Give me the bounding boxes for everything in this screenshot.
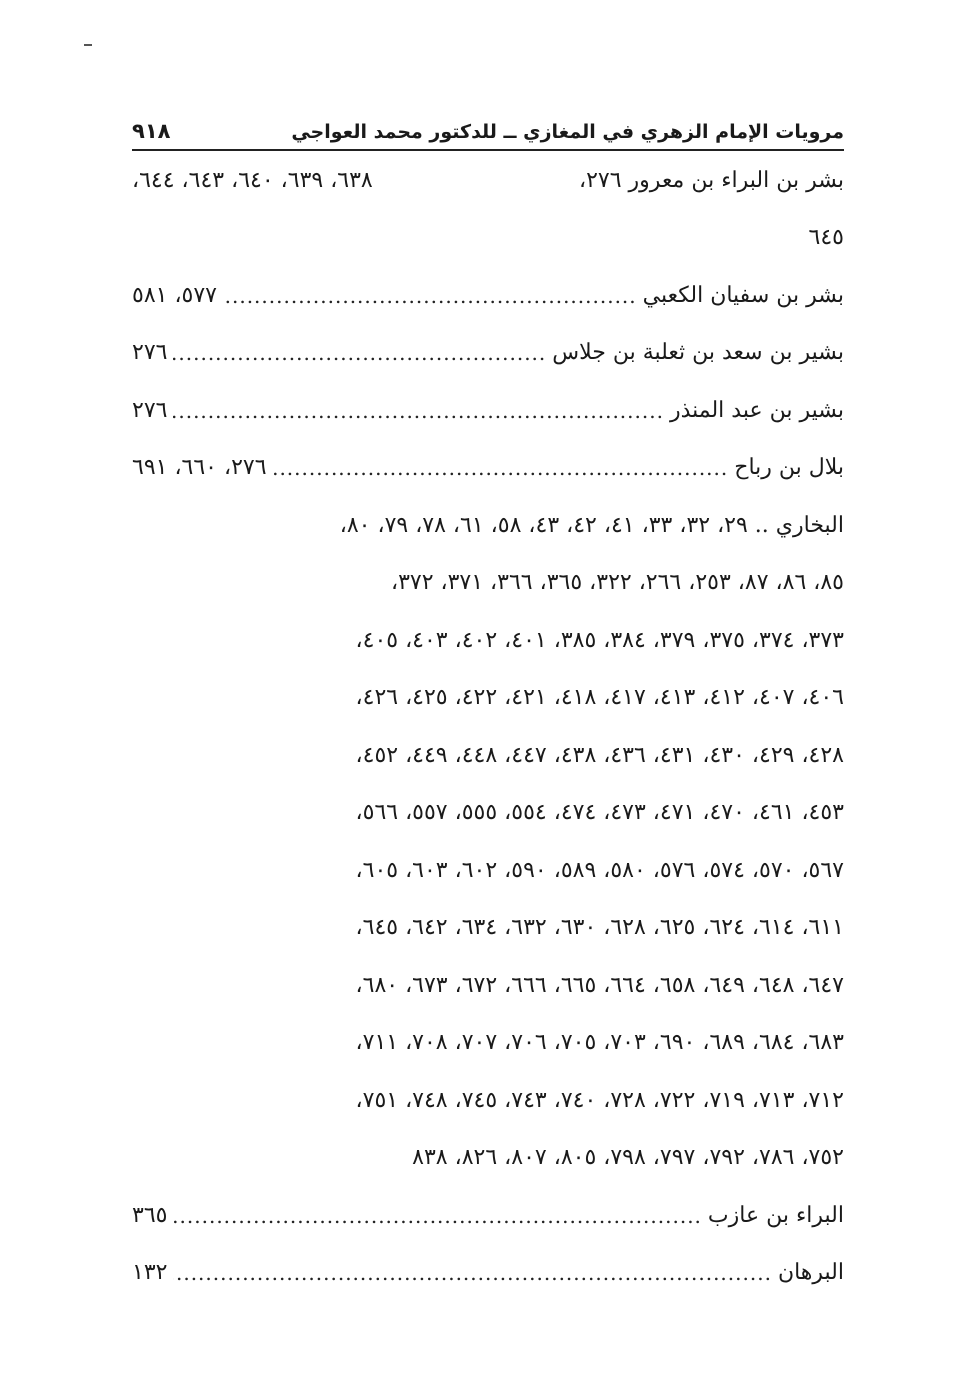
leader-dots	[173, 1206, 701, 1226]
entry-continuation: ٦٤٥	[808, 225, 844, 251]
index-entry	[132, 1187, 844, 1245]
running-header	[132, 112, 844, 148]
index-continuation	[132, 727, 844, 785]
index-entry	[132, 1245, 844, 1303]
index-continuation	[132, 785, 844, 843]
entry-name: بشير بن سعد بن ثعلبة بن جلاس	[552, 340, 844, 366]
header-title: مرويات الإمام الزهري في المغازي ــ للدكتور محمد العواجي	[291, 121, 844, 143]
entry-continuation: ٤٢٨، ٤٢٩، ٤٣٠، ٤٣١، ٤٣٦، ٤٣٨، ٤٤٧، ٤٤٨، ٤٤٩، ٤٥٢،	[355, 742, 844, 768]
index-continuation	[132, 1015, 844, 1073]
entry-refs: ٣٦٥	[132, 1202, 168, 1228]
entry-continuation: ٣٧٣، ٣٧٤، ٣٧٥، ٣٧٩، ٣٨٤، ٣٨٥، ٤٠١، ٤٠٢، ٤٠٣، ٤٠٥،	[355, 627, 844, 653]
index-entry	[132, 152, 844, 210]
index-continuation	[132, 900, 844, 958]
index-continuation	[132, 842, 844, 900]
entry-name: بشير بن عبد المنذر	[669, 397, 844, 423]
index-entry	[132, 382, 844, 440]
entry-continuation: ٦٤٧، ٦٤٨، ٦٤٩، ٦٥٨، ٦٦٤، ٦٦٥، ٦٦٦، ٦٧٢، ٦٧٣، ٦٨٠،	[355, 972, 844, 998]
index-continuation	[132, 210, 844, 268]
entry-name: بشر بن البراء بن معرور ٢٧٦،	[579, 167, 844, 193]
entry-continuation: ٨٥، ٨٦، ٨٧، ٢٥٣، ٢٦٦، ٣٢٢، ٣٦٥، ٣٦٦، ٣٧١، ٣٧٢،	[390, 570, 844, 596]
entry-refs: ١٣٢	[132, 1260, 168, 1286]
entry-continuation: ٤٥٣، ٤٦١، ٤٧٠، ٤٧١، ٤٧٣، ٤٧٤، ٥٥٤، ٥٥٥، ٥٥٧، ٥٦٦،	[355, 800, 844, 826]
entry-refs: ٥٧٧، ٥٨١	[132, 282, 217, 308]
entry-name: البرهان	[777, 1260, 844, 1286]
index-entries	[132, 152, 844, 1302]
index-continuation	[132, 555, 844, 613]
entry-refs: ٢٧٦	[132, 340, 168, 366]
entry-name: بلال بن رباح	[734, 455, 844, 481]
entry-refs: ٢٧٦، ٦٦٠، ٦٩١	[132, 455, 267, 481]
leader-dots	[173, 401, 664, 421]
entry-continuation: ٧١٢، ٧١٣، ٧١٩، ٧٢٢، ٧٢٨، ٧٤٠، ٧٤٣، ٧٤٥، ٧٤٨، ٧٥١،	[355, 1087, 844, 1113]
leader-dots	[273, 458, 729, 478]
page-number: ٩١٨	[132, 119, 171, 143]
entry-continuation: ٦١١، ٦١٤، ٦٢٤، ٦٢٥، ٦٢٨، ٦٣٠، ٦٣٢، ٦٣٤، ٦٤٢، ٦٤٥،	[355, 915, 844, 941]
index-continuation	[132, 1072, 844, 1130]
header-rule	[132, 149, 844, 151]
leader-dots	[223, 286, 637, 306]
entry-refs: ٦٣٨، ٦٣٩، ٦٤٠، ٦٤٣، ٦٤٤،	[132, 167, 373, 193]
entry-continuation: البخاري .. ٢٩، ٣٢، ٣٣، ٤١، ٤٢، ٤٣، ٥٨، ٦١، ٧٨، ٧٩، ٨٠،	[339, 512, 844, 538]
entry-refs: ٢٧٦	[132, 397, 168, 423]
leader-dots	[173, 1263, 771, 1283]
index-continuation	[132, 670, 844, 728]
index-entry	[132, 267, 844, 325]
index-entry	[132, 497, 844, 555]
index-continuation	[132, 957, 844, 1015]
index-entry	[132, 440, 844, 498]
entry-continuation: ٦٨٣، ٦٨٤، ٦٨٩، ٦٩٠، ٧٠٣، ٧٠٥، ٧٠٦، ٧٠٧، ٧٠٨، ٧١١،	[355, 1030, 844, 1056]
entry-name: البراء بن عازب	[707, 1202, 844, 1228]
entry-continuation: ٧٥٢، ٧٨٦، ٧٩٢، ٧٩٧، ٧٩٨، ٨٠٥، ٨٠٧، ٨٢٦، ٨٣٨	[412, 1145, 844, 1171]
index-continuation	[132, 612, 844, 670]
index-continuation	[132, 1130, 844, 1188]
entry-name: بشر بن سفيان الكعبي	[642, 282, 844, 308]
corner-mark	[84, 44, 92, 46]
leader-dots	[173, 343, 546, 363]
index-entry	[132, 325, 844, 383]
entry-continuation: ٥٦٧، ٥٧٠، ٥٧٤، ٥٧٦، ٥٨٠، ٥٨٩، ٥٩٠، ٦٠٢، ٦٠٣، ٦٠٥،	[355, 857, 844, 883]
entry-continuation: ٤٠٦، ٤٠٧، ٤١٢، ٤١٣، ٤١٧، ٤١٨، ٤٢١، ٤٢٢، ٤٢٥، ٤٢٦،	[355, 685, 844, 711]
